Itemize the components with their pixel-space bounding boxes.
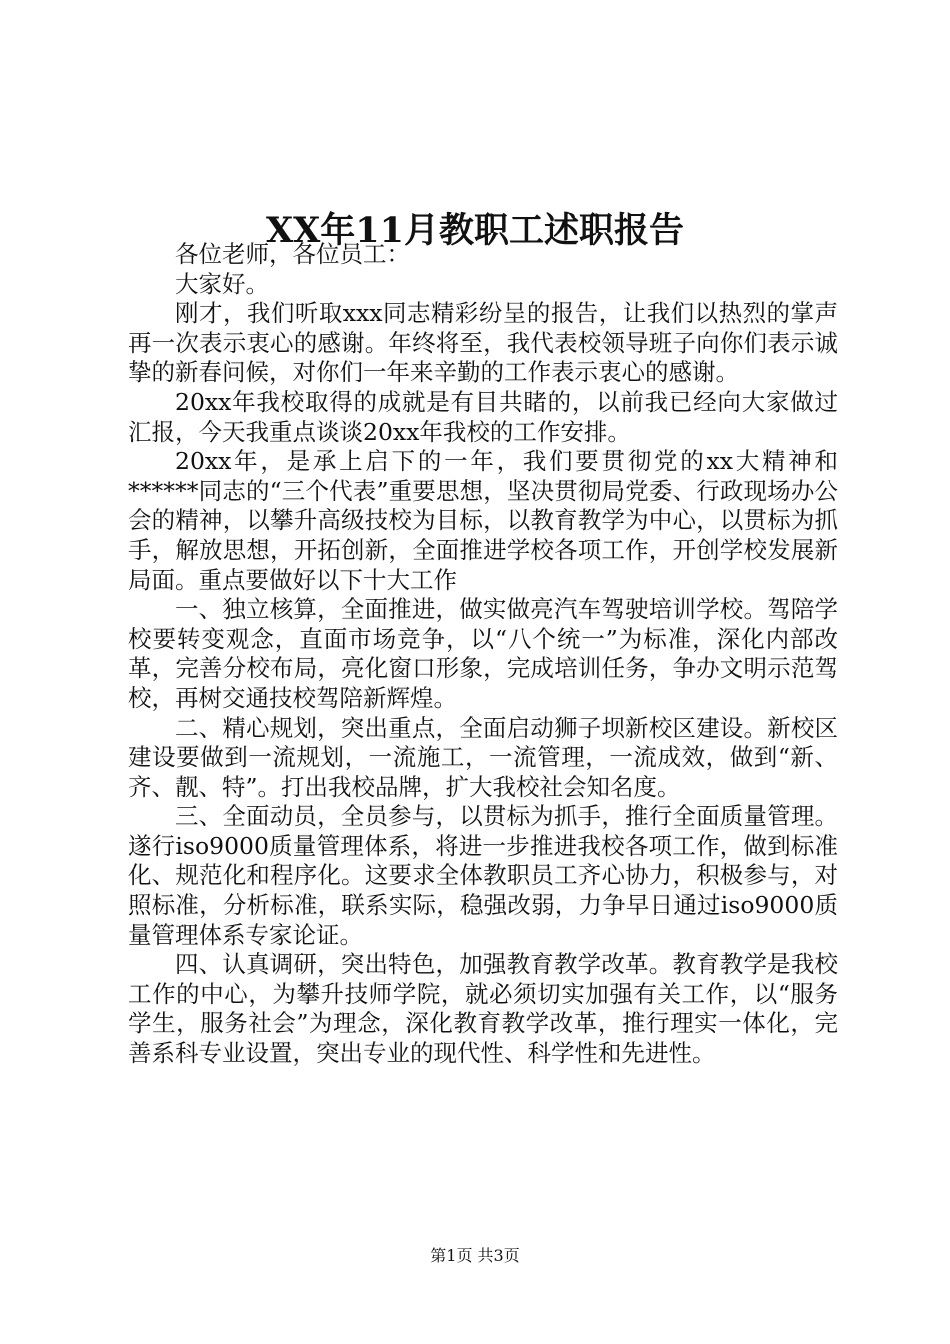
paragraph-intro: 刚才，我们听取xxx同志精彩纷呈的报告，让我们以热烈的掌声再一次表示衷心的感谢。年终将至，我代表校领导班子向你们表示诚挚的新春问候，对你们一年来辛勤的工作表示衷心的感谢。 (128, 299, 838, 387)
paragraph-item-1: 一、独立核算，全面推进，做实做亮汽车驾驶培训学校。驾陪学校要转变观念，直面市场竞争，以“八个统一”为标准，深化内部改革，完善分校布局，亮化窗口形象，完成培训任务，争办文明示范驾校，再树交通技校驾陪新辉煌。 (128, 595, 838, 712)
paragraph-item-2: 二、精心规划，突出重点，全面启动狮子坝新校区建设。新校区建设要做到一流规划，一流施工，一流管理，一流成效，做到“新、齐、靓、特”。打出我校品牌，扩大我校社会知名度。 (128, 713, 838, 801)
page-footer: 第1页 共3页 (430, 1246, 520, 1265)
paragraph-plan: 20xx年，是承上启下的一年，我们要贯彻党的xx大精神和******同志的“三个代表”重要思想，坚决贯彻局党委、行政现场办公会的精神，以攀升高级技校为目标，以教育教学为中心，以贯标为抓手，解放思想，开拓创新，全面推进学校各项工作，开创学校发展新局面。重点要做好以下十大工作 (128, 447, 838, 594)
salutation: 各位老师，各位员工： (175, 240, 410, 268)
greeting: 大家好。 (175, 269, 269, 298)
paragraph-item-3: 三、全面动员，全员参与，以贯标为抓手，推行全面质量管理。遂行iso9000质量管理体系，将进一步推进我校各项工作，做到标准化、规范化和程序化。这要求全体教职员工齐心协力，积极参与，对照标准，分析标准，联系实际，稳强改弱，力争早日通过iso9000质量管理体系专家论证。 (128, 802, 838, 949)
document-body (128, 240, 838, 1069)
paragraph-achievements: 20xx年我校取得的成就是有目共睹的，以前我已经向大家做过汇报，今天我重点谈谈20xx年我校的工作安排。 (128, 387, 838, 446)
document-title: XX年11月教职工述职报告 (265, 210, 685, 252)
paragraph-item-4: 四、认真调研，突出特色，加强教育教学改革。教育教学是我校工作的中心，为攀升技师学院，就必须切实加强有关工作，以“服务学生，服务社会”为理念，深化教育教学改革，推行理实一体化，完善系科专业设置，突出专业的现代性、科学性和先进性。 (128, 950, 838, 1068)
